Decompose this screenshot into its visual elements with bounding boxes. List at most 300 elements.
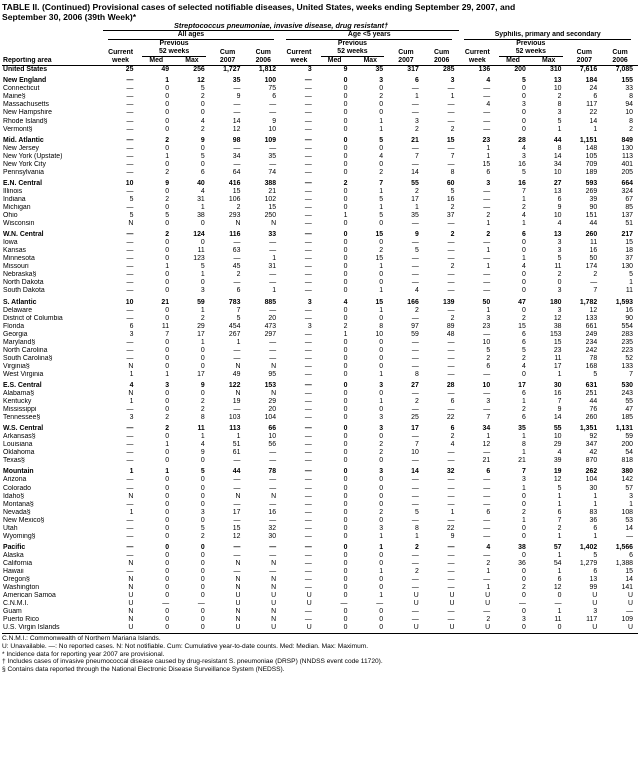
cell-value: U xyxy=(449,624,455,632)
cell-value: 2 xyxy=(486,212,491,220)
cell-value: 0 xyxy=(200,390,205,398)
cell-value: 0 xyxy=(343,354,348,362)
cell-value: 7 xyxy=(521,468,526,476)
cell-value: 4 xyxy=(486,77,491,85)
table-row xyxy=(2,279,638,287)
hdr-2007: 2007 xyxy=(567,57,603,66)
cell-value: 2 xyxy=(236,203,241,211)
hdr-cum: Cum xyxy=(255,48,271,56)
cell-value: — xyxy=(126,314,134,322)
cell-value: — xyxy=(269,354,277,362)
cell-value: 100 xyxy=(264,77,277,85)
cell-value: — xyxy=(304,101,312,109)
cell-value: 0 xyxy=(343,279,348,287)
cell-value: 0 xyxy=(379,101,384,109)
cell-value: 14 xyxy=(553,152,562,160)
cell-value: — xyxy=(447,449,455,457)
cell-value: 16 xyxy=(625,306,633,314)
cell-value: 1,402 xyxy=(579,543,598,551)
footnote: * Incidence data for reporting year 2007 are provisional. xyxy=(2,650,165,658)
cell-value: — xyxy=(447,287,455,295)
cell-value: 401 xyxy=(621,160,633,168)
cell-value: 0 xyxy=(343,271,348,279)
cell-value: 0 xyxy=(343,398,348,406)
cell-value: 2 xyxy=(414,125,419,133)
cell-value: 5 xyxy=(629,271,633,279)
table-row xyxy=(2,220,638,228)
cell-value: — xyxy=(447,406,455,414)
cell-value: 5 xyxy=(521,168,526,176)
cell-value: — xyxy=(269,568,277,575)
cell-value: 0 xyxy=(165,559,170,567)
cell-value: — xyxy=(304,441,312,449)
cell-value: — xyxy=(411,346,419,354)
cell-value: 2 xyxy=(165,414,170,422)
cell-value: — xyxy=(447,346,455,354)
cell-value: 1 xyxy=(379,398,384,406)
cell-value: 3 xyxy=(200,287,205,295)
cell-value: 5 xyxy=(379,212,384,220)
cell-value: 0 xyxy=(165,433,170,441)
cell-value: 0 xyxy=(521,370,526,378)
cell-value: — xyxy=(304,425,312,433)
cell-value: 2 xyxy=(486,231,491,239)
cell-value: 55 xyxy=(553,425,562,433)
cell-value: 29 xyxy=(268,398,277,406)
region-row xyxy=(2,422,638,433)
cell-value: 3 xyxy=(450,77,455,85)
cell-value: 4 xyxy=(450,441,455,449)
cell-value: 4 xyxy=(200,441,205,449)
cell-value: — xyxy=(411,354,419,362)
cell-value: 153 xyxy=(264,381,277,389)
region-row xyxy=(2,541,638,552)
cell-value: 1 xyxy=(414,532,419,540)
cell-value: — xyxy=(233,516,241,524)
cell-value: 1 xyxy=(557,370,562,378)
cell-value: — xyxy=(233,354,241,362)
cell-value: 85 xyxy=(625,203,633,211)
cell-value: — xyxy=(447,239,455,247)
cell-value: 0 xyxy=(343,543,348,551)
cell-value: 148 xyxy=(585,144,598,152)
reporting-area-name: California xyxy=(3,559,33,567)
cell-value: 6 xyxy=(521,231,526,239)
cell-value: 0 xyxy=(521,85,526,93)
cell-value: 0 xyxy=(165,398,170,406)
cell-value: 0 xyxy=(165,271,170,279)
cell-value: 1 xyxy=(521,433,526,441)
cell-value: 0 xyxy=(343,346,348,354)
cell-value: 6 xyxy=(414,77,419,85)
cell-value: 0 xyxy=(343,338,348,346)
table-row xyxy=(2,355,638,363)
cell-value: — xyxy=(126,524,134,532)
cell-value: 0 xyxy=(343,314,348,322)
cell-value: 2 xyxy=(343,322,348,330)
cell-value: 9 xyxy=(343,66,348,74)
cell-value: 0 xyxy=(343,247,348,255)
cell-value: 44 xyxy=(589,398,598,406)
cell-value: — xyxy=(411,220,419,228)
cell-value: — xyxy=(304,346,312,354)
cell-value: — xyxy=(269,109,277,117)
cell-value: 1 xyxy=(379,543,384,551)
cell-value: N xyxy=(271,576,277,584)
cell-value: 139 xyxy=(442,298,455,306)
cell-value: U xyxy=(485,624,491,632)
cell-value: — xyxy=(411,279,419,287)
cell-value: — xyxy=(411,101,419,109)
region-row xyxy=(2,465,638,476)
cell-value: 180 xyxy=(550,298,562,306)
cell-value: — xyxy=(126,152,134,160)
cell-value: 0 xyxy=(200,492,205,500)
cell-value: 0 xyxy=(379,492,384,500)
cell-value: U xyxy=(306,592,312,600)
table-row xyxy=(2,433,638,441)
cell-value: 10 xyxy=(268,125,277,133)
reporting-area-name: Michigan xyxy=(3,203,31,211)
cell-value: — xyxy=(483,187,491,195)
cell-value: — xyxy=(411,551,419,559)
cell-value: 0 xyxy=(165,568,170,575)
cell-value: 49 xyxy=(161,66,170,74)
cell-value: 0 xyxy=(379,608,384,616)
hdr-previous: Previous xyxy=(159,40,189,48)
cell-value: 28 xyxy=(518,136,526,144)
cell-value: U xyxy=(235,600,241,608)
cell-value: 2 xyxy=(165,231,170,239)
cell-value: 29 xyxy=(197,322,205,330)
table-row xyxy=(2,271,638,279)
cell-value: — xyxy=(447,516,455,524)
cell-value: 89 xyxy=(446,322,455,330)
cell-value: 2 xyxy=(379,441,384,449)
cell-value: 661 xyxy=(585,322,598,330)
cell-value: 1,593 xyxy=(615,298,633,306)
cell-value: 16 xyxy=(268,508,277,516)
reporting-area-name: Mississippi xyxy=(3,406,37,414)
cell-value: 1 xyxy=(521,255,526,263)
cell-value: 0 xyxy=(343,468,348,476)
cell-value: 0 xyxy=(165,484,170,492)
cell-value: 6 xyxy=(521,390,526,398)
hdr-cum: Cum xyxy=(576,48,592,56)
cell-value: 200 xyxy=(514,66,526,74)
cell-value: 8 xyxy=(521,441,526,449)
cell-value: 21 xyxy=(518,457,526,465)
region-row xyxy=(2,228,638,239)
cell-value: 0 xyxy=(379,500,384,508)
cell-value: N xyxy=(128,608,134,616)
cell-value: 38 xyxy=(197,212,205,220)
cell-value: 0 xyxy=(379,346,384,354)
cell-value: 2 xyxy=(165,136,170,144)
cell-value: 75 xyxy=(268,85,277,93)
cell-value: — xyxy=(447,500,455,508)
cell-value: 1 xyxy=(165,441,170,449)
cell-value: 870 xyxy=(585,457,598,465)
cell-value: — xyxy=(483,516,491,524)
cell-value: 21 xyxy=(482,457,491,465)
reporting-area-name: North Dakota xyxy=(3,279,44,287)
cell-value: 0 xyxy=(343,559,348,567)
cell-value: — xyxy=(233,543,241,551)
cell-value: 34 xyxy=(482,425,491,433)
cell-value: — xyxy=(233,160,241,168)
cell-value: — xyxy=(447,247,455,255)
reporting-area-name: New York (Upstate) xyxy=(3,152,63,160)
cell-value: 2 xyxy=(200,314,205,322)
cell-value: — xyxy=(126,306,134,314)
cell-value: N xyxy=(271,220,277,228)
cell-value: 104 xyxy=(585,476,598,484)
cell-value: 15 xyxy=(375,231,384,239)
cell-value: 15 xyxy=(553,338,562,346)
cell-value: — xyxy=(483,93,491,101)
cell-value: U xyxy=(413,600,419,608)
cell-value: 9 xyxy=(557,406,562,414)
cell-value: — xyxy=(304,576,312,584)
cell-value: 113 xyxy=(622,152,633,160)
cell-value: — xyxy=(304,414,312,422)
table-row xyxy=(2,287,638,295)
cell-value: 12 xyxy=(482,441,491,449)
cell-value: 1 xyxy=(450,93,455,101)
cell-value: 7 xyxy=(414,441,419,449)
cell-value: 0 xyxy=(200,457,205,465)
cell-value: 7,085 xyxy=(615,66,633,74)
cell-value: — xyxy=(269,144,277,152)
cell-value: 8 xyxy=(557,101,562,109)
cell-value: 7 xyxy=(450,152,455,160)
cell-value: 530 xyxy=(621,381,633,389)
cell-value: 59 xyxy=(625,433,633,441)
cell-value: 0 xyxy=(165,247,170,255)
cell-value: 10 xyxy=(553,85,562,93)
cell-value: — xyxy=(304,85,312,93)
cell-value: — xyxy=(376,600,384,608)
cell-value: — xyxy=(447,160,455,168)
disease-table xyxy=(2,22,638,632)
cell-value: — xyxy=(304,330,312,338)
cell-value: 0 xyxy=(165,306,170,314)
cell-value: — xyxy=(411,516,419,524)
region-row xyxy=(2,177,638,188)
reporting-area-name: Colorado xyxy=(3,484,31,492)
cell-value: 31 xyxy=(197,195,205,203)
cell-value: 105 xyxy=(585,152,598,160)
cell-value: 39 xyxy=(553,457,562,465)
cell-value: 5 xyxy=(593,370,598,378)
cell-value: 3 xyxy=(557,247,562,255)
hdr-2007: 2007 xyxy=(388,57,424,66)
cell-value: 416 xyxy=(228,179,241,187)
cell-value: 0 xyxy=(165,93,170,101)
cell-value: — xyxy=(233,568,241,575)
cell-value: — xyxy=(447,608,455,616)
cell-value: N xyxy=(235,616,241,624)
cell-value: 19 xyxy=(553,468,562,476)
cell-value: 3 xyxy=(307,298,312,306)
cell-value: 7 xyxy=(486,414,491,422)
cell-value: 4 xyxy=(486,101,491,109)
cell-value: 0 xyxy=(379,433,384,441)
cell-value: 3 xyxy=(486,398,491,406)
cell-value: N xyxy=(235,608,241,616)
cell-value: 0 xyxy=(521,247,526,255)
cell-value: — xyxy=(304,160,312,168)
cell-value: — xyxy=(126,239,134,247)
cell-value: 0 xyxy=(200,484,205,492)
cell-value: — xyxy=(483,476,491,484)
cell-value: 1 xyxy=(379,125,384,133)
cell-value: 3 xyxy=(379,524,384,532)
cell-value: — xyxy=(483,85,491,93)
cell-value: 2 xyxy=(450,314,455,322)
cell-value: — xyxy=(233,239,241,247)
reporting-area-name: Kansas xyxy=(3,247,26,255)
hdr-max: Max xyxy=(174,57,210,66)
table-row xyxy=(2,560,638,568)
cell-value: — xyxy=(304,255,312,263)
cell-value: 5 xyxy=(557,484,562,492)
cell-value: 285 xyxy=(442,66,455,74)
cell-value: — xyxy=(304,398,312,406)
cell-value: — xyxy=(126,346,134,354)
cell-value: 53 xyxy=(625,516,633,524)
table-row xyxy=(2,476,638,484)
cell-value: — xyxy=(447,370,455,378)
cell-value: 63 xyxy=(232,247,241,255)
cell-value: 2 xyxy=(450,203,455,211)
cell-value: 1 xyxy=(521,484,526,492)
cell-value: 0 xyxy=(521,271,526,279)
cell-value: 11 xyxy=(590,239,598,247)
cell-value: — xyxy=(447,354,455,362)
cell-value: — xyxy=(411,239,419,247)
cell-value: 10 xyxy=(125,179,134,187)
cell-value: — xyxy=(411,433,419,441)
cell-value: 1 xyxy=(450,508,455,516)
cell-value: 20 xyxy=(268,314,277,322)
hdr-max: Max xyxy=(531,57,567,66)
cell-value: N xyxy=(235,390,241,398)
cell-value: 2 xyxy=(521,354,526,362)
cell-value: 0 xyxy=(343,263,348,271)
cell-value: — xyxy=(304,433,312,441)
cell-value: 14 xyxy=(411,468,419,476)
cell-value: 99 xyxy=(589,584,598,592)
cell-value: — xyxy=(269,551,277,559)
reporting-area-name: United States xyxy=(3,66,48,74)
cell-value: 0 xyxy=(521,125,526,133)
cell-value: 10 xyxy=(625,109,633,117)
cell-value: — xyxy=(126,441,134,449)
reporting-area-name: South Dakota xyxy=(3,287,45,295)
cell-value: 1 xyxy=(521,220,526,228)
cell-value: 0 xyxy=(343,576,348,584)
cell-value: 1 xyxy=(272,287,277,295)
reporting-area-name: Kentucky xyxy=(3,398,32,406)
cell-value: 0 xyxy=(343,93,348,101)
cell-value: — xyxy=(411,144,419,152)
cell-value: N xyxy=(128,492,134,500)
table-row xyxy=(2,600,638,608)
cell-value: 0 xyxy=(343,239,348,247)
cell-value: — xyxy=(233,500,241,508)
cell-value: 117 xyxy=(586,101,598,109)
cell-value: U xyxy=(628,600,633,608)
cell-value: 14 xyxy=(411,168,419,176)
cell-value: 0 xyxy=(379,362,384,370)
reporting-area-name: Texas§ xyxy=(3,457,25,465)
cell-value: — xyxy=(483,125,491,133)
cell-value: — xyxy=(447,144,455,152)
cell-value: 0 xyxy=(343,136,348,144)
cell-value: 56 xyxy=(268,441,277,449)
cell-value: 2 xyxy=(486,616,491,624)
cell-value: N xyxy=(271,608,277,616)
cell-value: 1,727 xyxy=(223,66,241,74)
cell-value: 0 xyxy=(343,255,348,263)
cell-value: 1 xyxy=(486,263,491,271)
cell-value: 8 xyxy=(557,144,562,152)
table-row xyxy=(2,323,638,331)
cell-value: 23 xyxy=(553,346,562,354)
cell-value: 4 xyxy=(486,543,491,551)
cell-value: — xyxy=(447,109,455,117)
cell-value: 0 xyxy=(200,516,205,524)
cell-value: — xyxy=(483,576,491,584)
cell-value: 0 xyxy=(200,500,205,508)
cell-value: — xyxy=(518,600,526,608)
cell-value: 0 xyxy=(343,287,348,295)
cell-value: 9 xyxy=(557,203,562,211)
cell-value: 3 xyxy=(200,508,205,516)
reporting-area-name: Indiana xyxy=(3,195,26,203)
cell-value: — xyxy=(304,203,312,211)
reporting-area-name: Idaho§ xyxy=(3,492,25,500)
cell-value: — xyxy=(447,255,455,263)
cell-value: — xyxy=(269,101,277,109)
cell-value: — xyxy=(626,532,633,540)
cell-value: 1 xyxy=(200,306,205,314)
cell-value: 251 xyxy=(585,390,598,398)
cell-value: 0 xyxy=(200,354,205,362)
cell-value: — xyxy=(126,476,134,484)
table-row xyxy=(2,255,638,263)
cell-value: 317 xyxy=(407,66,419,74)
cell-value: — xyxy=(233,85,241,93)
cell-value: 6 xyxy=(450,398,455,406)
cell-value: — xyxy=(126,263,134,271)
hdr-52weeks: 52 weeks xyxy=(142,48,205,57)
cell-value: 15 xyxy=(375,298,384,306)
cell-value: 5 xyxy=(200,468,205,476)
cell-value: 31 xyxy=(268,263,277,271)
cell-value: 0 xyxy=(200,476,205,484)
cell-value: 15 xyxy=(232,187,241,195)
cell-value: 12 xyxy=(589,306,598,314)
hdr-2007: 2007 xyxy=(210,57,246,66)
cell-value: 0 xyxy=(165,338,170,346)
cell-value: — xyxy=(483,500,491,508)
cell-value: U xyxy=(592,600,598,608)
reporting-area-name: Oregon§ xyxy=(3,576,30,584)
cell-value: — xyxy=(126,109,134,117)
